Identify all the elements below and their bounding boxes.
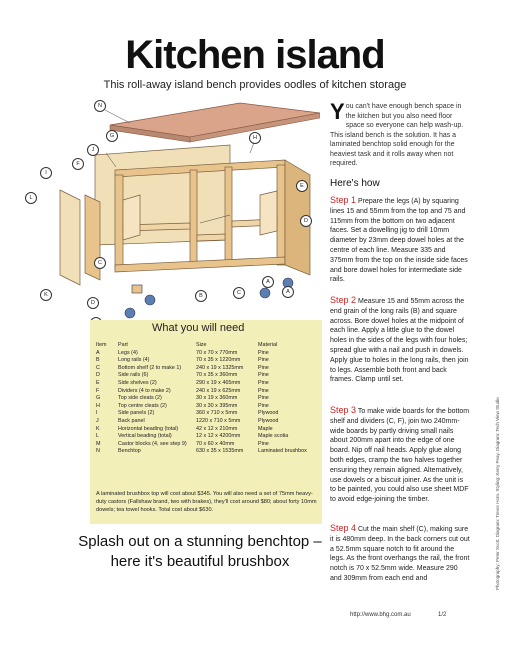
step-label: Step 3	[330, 405, 357, 415]
cell-part: Bottom shelf (2 to make 1)	[118, 364, 182, 371]
step-3	[330, 406, 470, 505]
step-text: Cut the main shelf (C), making sure it is 480mm deep. In the back corners cut out a 52.5mm square notch to fit around the legs. As the front overhangs the rail, the front notch is 70 x 52.5mm wide. Measure 290 and 309mm from each end and	[330, 526, 470, 582]
callout-b: B	[195, 290, 207, 302]
parts-table	[96, 342, 316, 456]
cell-part: Castor blocks (4, see step 9)	[118, 440, 187, 447]
callout-g: G	[106, 130, 118, 142]
cell-material: Maple scotia	[258, 433, 289, 440]
cell-size: 12 x 12 x 4200mm	[196, 433, 241, 440]
cell-item: D	[96, 372, 100, 379]
cell-size: 70 x 35 x 360mm	[196, 372, 238, 379]
step-4	[330, 524, 470, 584]
table-row	[96, 380, 316, 388]
cell-material: Pine	[258, 440, 269, 447]
cell-part: Horizontal beading (total)	[118, 425, 179, 432]
cell-item: J	[96, 417, 99, 424]
table-row	[96, 372, 316, 380]
callout-k: K	[40, 289, 52, 301]
callout-d: D	[300, 215, 312, 227]
cell-item: M	[96, 440, 101, 447]
cell-size: 240 x 19 x 1325mm	[196, 364, 244, 371]
col-header-part: Part	[118, 342, 128, 348]
callout-a: A	[262, 276, 274, 288]
cell-item: I	[96, 410, 98, 417]
step-1	[330, 196, 470, 285]
cell-item: B	[96, 357, 100, 364]
cell-part: Top centre cleats (2)	[118, 402, 167, 409]
step-label: Step 2	[330, 295, 357, 305]
page-title: Kitchen island	[125, 33, 385, 77]
callout-c: C	[94, 257, 106, 269]
step-text: Prepare the legs (A) by squaring lines 15 and 55mm from the top and 75 and 115mm from the bottom on two adjacent faces. Set a dowelling jig to drill 10mm diameter by 23mm deep dowel holes at the centre of each line. Measure 335 and 375mm from the top on the inside side faces and bore dowel holes for intermediate side rails.	[330, 198, 468, 284]
table-row	[96, 365, 316, 373]
cell-size: 42 x 12 x 210mm	[196, 425, 238, 432]
cell-item: N	[96, 448, 100, 455]
what-you-need-heading: What you will need	[152, 322, 245, 334]
cell-material: Pine	[258, 395, 269, 402]
cell-part: Dividers (4 to make 2)	[118, 387, 171, 394]
intro-dropcap: Y	[330, 99, 345, 124]
splash-caption	[70, 532, 330, 572]
table-row	[96, 403, 316, 411]
side-panel-shape	[60, 190, 80, 285]
table-row	[96, 395, 316, 403]
cell-size: 360 x 710 x 5mm	[196, 410, 238, 417]
table-row	[96, 388, 316, 396]
cell-item: E	[96, 379, 100, 386]
cell-size: 30 x 30 x 395mm	[196, 402, 238, 409]
cell-part: Side panels (2)	[118, 410, 155, 417]
page-subtitle: This roll-away island bench provides oodles of kitchen storage	[103, 79, 407, 91]
table-row	[96, 448, 316, 456]
cell-material: Pine	[258, 379, 269, 386]
step-label: Step 4	[330, 523, 357, 533]
cell-item: L	[96, 433, 99, 440]
cell-material: Plywood	[258, 417, 279, 424]
table-row	[96, 426, 316, 434]
cell-part: Long rails (4)	[118, 357, 150, 364]
callout-c2: C	[233, 287, 245, 299]
cell-item: F	[96, 387, 100, 394]
callout-h: H	[249, 132, 261, 144]
cell-material: Plywood	[258, 410, 279, 417]
photo-credit: Photography: Peter Scott. Diagram: Trevor Horn. Styling: Kerry Peay. Diagram: Tech View Studio	[495, 397, 500, 590]
table-row	[96, 441, 316, 449]
cell-size: 240 x 19 x 625mm	[196, 387, 241, 394]
page-number: 1/2	[438, 612, 447, 618]
cell-part: Vertical beading (total)	[118, 433, 172, 440]
table-row	[96, 357, 316, 365]
table-header-row	[96, 342, 316, 350]
cell-item: H	[96, 402, 100, 409]
cell-part: Legs (4)	[118, 349, 138, 356]
cell-item: A	[96, 349, 100, 356]
cell-size: 290 x 19 x 465mm	[196, 379, 241, 386]
table-row	[96, 418, 316, 426]
col-header-material: Material	[258, 342, 278, 348]
step-text: Measure 15 and 55mm across the end grain of the long rails (B) and square across. Bore dowel holes at the midpoint of each line. Apply a little glue to the dowel holes in the sides of the legs with four holes; spread glue with a nail and push in dowels. Apply glue to holes in the long rails, then join to legs. Assemble both front and back frames. Clamp until set.	[330, 298, 469, 384]
step-label: Step 1	[330, 195, 357, 205]
cell-material: Maple	[258, 425, 273, 432]
cell-material: Laminated brushbox	[258, 448, 307, 455]
step-text: To make wide boards for the bottom shelf and dividers (C, F), join two 240mm-wide boards by partly driving small nails about 200mm apart into the edge of one board. Nip off nail heads. Apply glue along both edges, cramp the two halves together ensuring they remain aligned. Alternatively, use dowels or a biscuit joiner. As the unit is to be painted, you could also use sheet MDF to avoid edge-joining the timber.	[330, 408, 470, 504]
cell-material: Pine	[258, 349, 269, 356]
callout-j: J	[87, 144, 99, 156]
cell-item: C	[96, 364, 100, 371]
cell-part: Side rails (6)	[118, 372, 149, 379]
cell-part: Benchtop	[118, 448, 141, 455]
cell-item: K	[96, 425, 100, 432]
table-row	[96, 350, 316, 358]
cell-size: 630 x 35 x 1535mm	[196, 448, 244, 455]
cell-part: Side shelves (2)	[118, 379, 157, 386]
cell-size: 1220 x 710 x 5mm	[196, 417, 241, 424]
cell-material: Pine	[258, 372, 269, 379]
callout-n: N	[94, 100, 106, 112]
cell-size: 70 x 70 x 770mm	[196, 349, 238, 356]
step-2	[330, 296, 470, 385]
site-url: http://www.bhg.com.au	[350, 612, 411, 618]
callout-l: L	[25, 192, 37, 204]
cell-size: 30 x 19 x 360mm	[196, 395, 238, 402]
heres-how-heading: Here's how	[330, 178, 380, 189]
cell-material: Pine	[258, 387, 269, 394]
table-row	[96, 410, 316, 418]
callout-a2: A	[282, 286, 294, 298]
col-header-item: Item	[96, 342, 107, 348]
callout-f: F	[72, 158, 84, 170]
exploded-diagram	[20, 95, 320, 335]
col-header-size: Size	[196, 342, 207, 348]
cell-size: 70 x 35 x 1220mm	[196, 357, 241, 364]
cell-part: Back panel	[118, 417, 145, 424]
callout-e: E	[296, 180, 308, 192]
cell-size: 70 x 60 x 40mm	[196, 440, 235, 447]
callout-d2: D	[87, 297, 99, 309]
cell-material: Pine	[258, 402, 269, 409]
cell-material: Pine	[258, 364, 269, 371]
cell-part: Top side cleats (2)	[118, 395, 162, 402]
callout-i: I	[40, 167, 52, 179]
cell-item: G	[96, 395, 101, 402]
splash-line-1: Splash out on a stunning benchtop –	[78, 533, 322, 550]
cell-material: Pine	[258, 357, 269, 364]
splash-line-2: here it's beautiful brushbox	[110, 553, 290, 570]
intro-paragraph	[330, 99, 470, 169]
table-row	[96, 433, 316, 441]
cost-note: A laminated brushbox top will cost about $345. You will also need a set of 75mm heavy-duty castors (Fallshaw brand, two with brakes), they'll cost around $80; about forty 10mm dowels; tea towel hooks. Total cost about $630.	[96, 491, 317, 513]
intro-text: ou can't have enough bench space in the kitchen but you also need floor space so everyone can help wash-up. This island bench is the solution. It has a laminated benchtop solid enough for the heaviest task and it rolls away when not required.	[330, 103, 464, 167]
